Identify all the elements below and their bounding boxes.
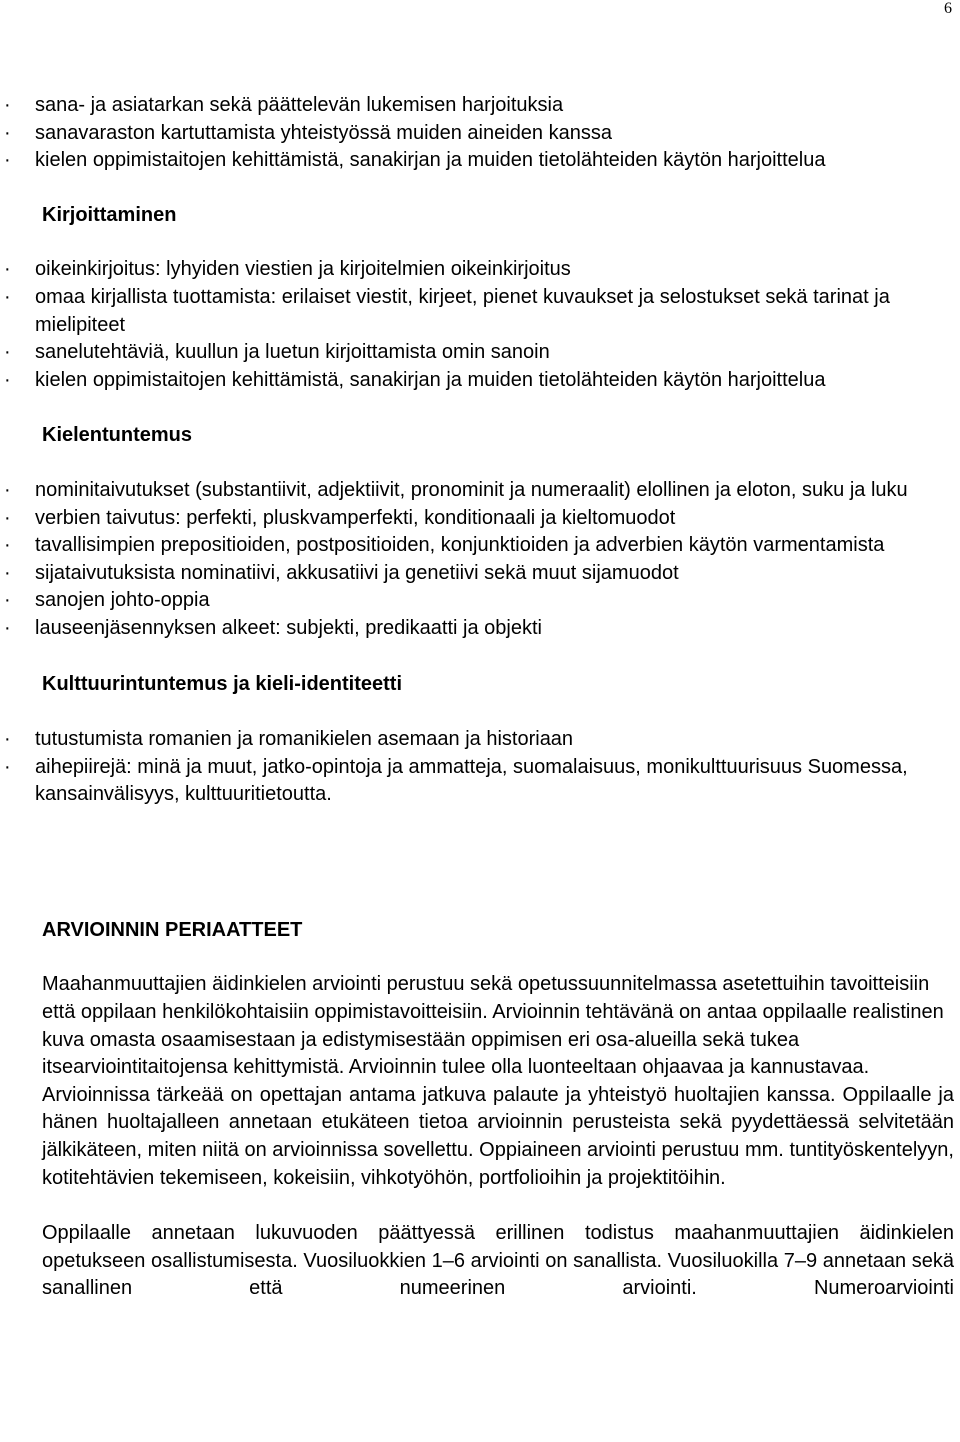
list-item: · sijataivutuksista nominatiivi, akkusatiivi ja genetiivi sekä muut sijamuodot <box>0 560 960 588</box>
arviointi-paragraph-1b: Arvioinnissa tärkeää on opettajan antama jatkuva palaute ja yhteistyö huoltajien kanssa. Oppilaalle ja hänen huoltajalleen annetaan etukäteen tietoa arvioinnin perusteista sekä pyydettäessä selvitetään jälkikäteen, miten niitä on arvioinnissa sovellettu. Oppiaineen arviointi perustuu mm. tuntityöskentelyyn, kotitehtävien tekemiseen, kokeisiin, vihkotyöhön, portfolioihin ja projektitöihin. <box>42 1083 954 1189</box>
kirjoittaminen-list <box>0 256 960 394</box>
page-number: 6 <box>944 0 952 17</box>
list-item: · oikeinkirjoitus: lyhyiden viestien ja kirjoitelmien oikeinkirjoitus <box>0 256 960 284</box>
list-item: · sanelutehtäviä, kuullun ja luetun kirjoittamista omin sanoin <box>0 339 960 367</box>
document-body <box>0 92 960 1303</box>
list-item: · tavallisimpien prepositioiden, postpositioiden, konjunktioiden ja adverbien käytön varmentamista <box>0 532 960 560</box>
intro-bullet-list <box>0 92 960 175</box>
list-item: · tutustumista romanien ja romanikielen asemaan ja historiaan <box>0 726 960 754</box>
list-item: · kielen oppimistaitojen kehittämistä, sanakirjan ja muiden tietolähteiden käytön harjoittelua <box>0 147 960 175</box>
arviointi-paragraph-1a: Maahanmuuttajien äidinkielen arviointi perustuu sekä opetussuunnitelmassa asetettuihin tavoitteisiin että oppilaan henkilökohtaisiin oppimistavoitteisiin. Arvioinnin tehtävänä on antaa oppilaalle realistinen kuva omasta osaamisestaan ja edistymisestään oppimisen eri osa-alueilla sekä tukea itsearviointitaitojensa kehittymistä. Arvioinnin tulee olla luonteeltaan ohjaavaa ja kannustavaa. <box>42 973 944 1079</box>
heading-kielentuntemus: Kielentuntemus <box>42 424 193 447</box>
arviointi-paragraph-2: Oppilaalle annetaan lukuvuoden päättyessä erillinen todistus maahanmuuttajien äidinkielen opetukseen osallistumisesta. Vuosiluokkien 1–6 arviointi on sanallista. Vuosiluokilla 7–9 annetaan sekä sanallinen että numeerinen arviointi. Numeroarviointi <box>42 1222 954 1300</box>
heading-kirjoittaminen: Kirjoittaminen <box>42 203 177 226</box>
list-item: · aihepiirejä: minä ja muut, jatko-opintoja ja ammatteja, suomalaisuus, monikulttuurisuus Suomessa, kansainvälisyys, kulttuuritietoutta. <box>0 754 960 809</box>
heading-kulttuurintuntemus: Kulttuurintuntemus ja kieli-identiteetti <box>42 672 403 695</box>
list-item: · sana- ja asiatarkan sekä päättelevän lukemisen harjoituksia <box>0 92 960 120</box>
list-item: · omaa kirjallista tuottamista: erilaiset viestit, kirjeet, pienet kuvaukset ja selostukset sekä tarinat ja mielipiteet <box>0 284 960 339</box>
list-item: · kielen oppimistaitojen kehittämistä, sanakirjan ja muiden tietolähteiden käytön harjoittelua <box>0 367 960 395</box>
list-item: · sanavaraston kartuttamista yhteistyössä muiden aineiden kanssa <box>0 120 960 148</box>
heading-arvioinnin-periaatteet: ARVIOINNIN PERIAATTEET <box>42 918 303 941</box>
list-item: · verbien taivutus: perfekti, pluskvamperfekti, konditionaali ja kieltomuodot <box>0 505 960 533</box>
list-item: · lauseenjäsennyksen alkeet: subjekti, predikaatti ja objekti <box>0 615 960 643</box>
list-item: · sanojen johto-oppia <box>0 587 960 615</box>
kulttuurintuntemus-list <box>0 726 960 809</box>
list-item: · nominitaivutukset (substantiivit, adjektiivit, pronominit ja numeraalit) elollinen ja eloton, suku ja luku <box>0 477 960 505</box>
kielentuntemus-list <box>0 477 960 643</box>
